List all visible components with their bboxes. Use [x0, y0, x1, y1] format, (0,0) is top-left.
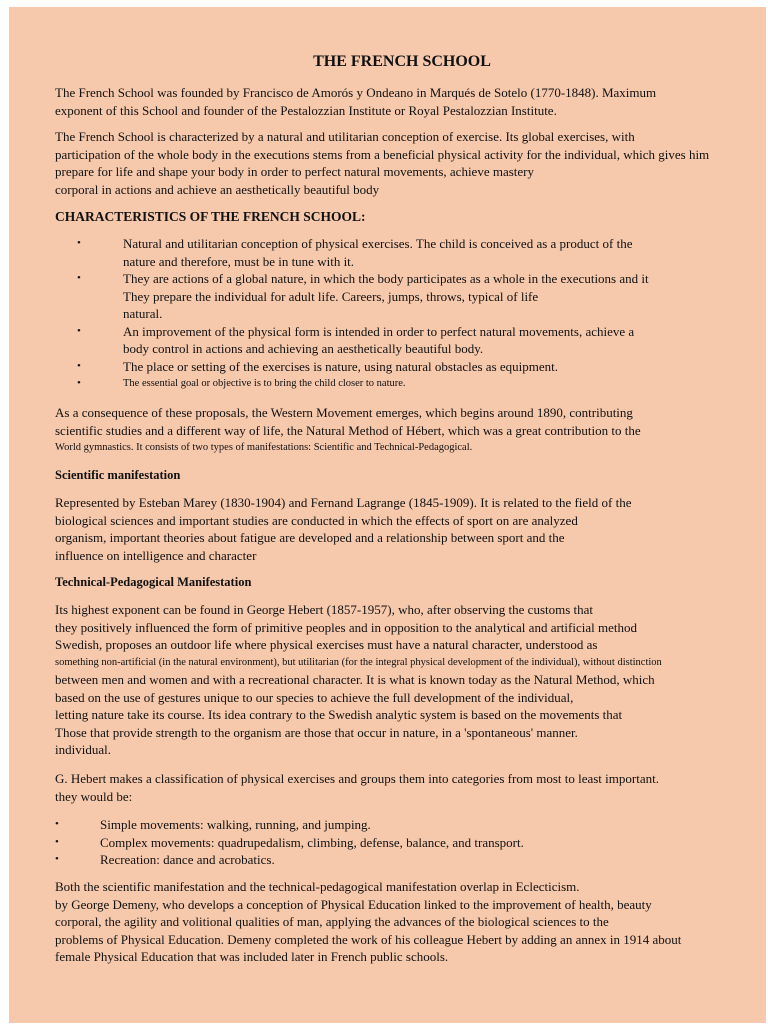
list-item-line: They are actions of a global nature, in which the body participates as a whole in the executions and it	[123, 271, 649, 286]
page-title: THE FRENCH SCHOOL	[313, 53, 491, 70]
bullet-icon: •	[77, 272, 81, 284]
bullet-icon: •	[77, 377, 81, 389]
bullet-icon: •	[77, 359, 81, 372]
classification-paragraph	[55, 770, 766, 805]
list-item	[55, 851, 766, 869]
movements-list	[55, 816, 766, 869]
paragraph-line: corporal, the agility and volitional qualities of man, applying the advances of the biological sciences to the	[55, 914, 609, 929]
technical-heading: Technical-Pedagogical Manifestation	[55, 575, 252, 589]
paragraph-line: between men and women and with a recreational character. It is what is known today as the Natural Method, which	[55, 672, 655, 687]
paragraph-line: scientific studies and a different way of life, the Natural Method of Hébert, which was a great contribution to the	[55, 422, 641, 438]
list-item	[55, 270, 766, 323]
list-item-line: Natural and utilitarian conception of physical exercises. The child is conceived as a product of the	[123, 236, 633, 251]
list-item-line: natural.	[123, 306, 163, 321]
paragraph-line: prepare for life and shape your body in order to perfect natural movements, achieve mastery	[55, 164, 535, 179]
characterized-paragraph	[55, 128, 766, 198]
consequence-paragraph	[55, 404, 766, 457]
bullet-icon: •	[77, 237, 81, 249]
paragraph-line: female Physical Education that was included later in French public schools.	[55, 949, 449, 964]
list-item-line: The place or setting of the exercises is nature, using natural obstacles as equipment.	[123, 358, 558, 374]
list-item	[55, 358, 766, 376]
paragraph-line: they would be:	[55, 788, 133, 804]
list-item	[55, 816, 766, 834]
paragraph-line: based on the use of gestures unique to our species to achieve the full development of the individual,	[55, 689, 574, 705]
paragraph-line: The French School is characterized by a natural and utilitarian conception of exercise. Its global exercises, with	[55, 129, 635, 144]
paragraph-line: G. Hebert makes a classification of physical exercises and groups them into categories from most to least important.	[55, 771, 659, 786]
list-item-line: The essential goal or objective is to bring the child closer to nature.	[123, 378, 406, 389]
list-item-line: body control in actions and achieving an aesthetically beautiful body.	[123, 341, 484, 356]
list-item	[55, 235, 766, 270]
list-item-line: They prepare the individual for adult life. Careers, jumps, throws, typical of life	[123, 288, 539, 304]
paragraph-line: individual.	[55, 742, 111, 757]
paragraph-line: Those that provide strength to the organism are those that occur in nature, in a 'spontaneous' manner.	[55, 724, 578, 740]
list-item-line: Simple movements: walking, running, and jumping.	[100, 817, 371, 832]
paragraph-line: exponent of this School and founder of the Pestalozzian Institute or Royal Pestalozzian Institute.	[55, 102, 557, 118]
paragraph-line: by George Demeny, who develops a conception of Physical Education linked to the improvement of health, beauty	[55, 896, 652, 912]
eclecticism-paragraph	[55, 878, 766, 966]
paragraph-line: corporal in actions and achieve an aesthetically beautiful body	[55, 181, 380, 197]
document-page	[9, 7, 766, 1023]
characteristics-list	[55, 235, 766, 393]
intro-paragraph	[55, 84, 766, 119]
technical-paragraph	[55, 601, 766, 759]
bullet-icon: •	[55, 853, 59, 865]
paragraph-line: biological sciences and important studies are conducted in which the effects of sport on are analyzed	[55, 512, 578, 528]
list-item-line: Complex movements: quadrupedalism, climbing, defense, balance, and transport.	[100, 834, 524, 850]
list-item-line: nature and therefore, must be in tune with it.	[123, 253, 355, 269]
paragraph-line: they positively influenced the form of primitive peoples and in opposition to the analytical and artificial method	[55, 619, 637, 635]
paragraph-line: organism, important theories about fatigue are developed and a relationship between sport and the	[55, 530, 565, 545]
list-item	[55, 834, 766, 852]
list-item	[55, 323, 766, 358]
paragraph-line: Represented by Esteban Marey (1830-1904) and Fernand Lagrange (1845-1909). It is related to the field of the	[55, 495, 632, 510]
characteristics-heading: CHARACTERISTICS OF THE FRENCH SCHOOL:	[55, 209, 366, 224]
bullet-icon: •	[55, 818, 59, 830]
list-item-line: Recreation: dance and acrobatics.	[100, 852, 275, 867]
scientific-paragraph	[55, 494, 766, 564]
bullet-icon: •	[55, 835, 59, 848]
paragraph-line: influence on intelligence and character	[55, 547, 257, 563]
paragraph-line: World gymnastics. It consists of two types of manifestations: Scientific and Technical-Pedagogical.	[55, 442, 473, 453]
paragraph-line: participation of the whole body in the executions stems from a beneficial physical activity for the individual, which gives him	[55, 146, 710, 162]
list-item	[55, 375, 766, 393]
paragraph-line: The French School was founded by Francisco de Amorós y Ondeano in Marqués de Sotelo (1770-1848). Maximum	[55, 85, 657, 100]
paragraph-line: letting nature take its course. Its idea contrary to the Swedish analytic system is based on the movements that	[55, 707, 623, 722]
paragraph-line: As a consequence of these proposals, the Western Movement emerges, which begins around 1890, contributing	[55, 405, 633, 420]
list-item-line: An improvement of the physical form is intended in order to perfect natural movements, achieve a	[123, 323, 635, 339]
paragraph-line: Its highest exponent can be found in George Hebert (1857-1957), who, after observing the customs that	[55, 602, 594, 617]
bullet-icon: •	[77, 324, 81, 337]
scientific-heading: Scientific manifestation	[55, 468, 181, 482]
paragraph-line: something non-artificial (in the natural environment), but utilitarian (for the integral physical development of the individual), without distinction	[55, 656, 662, 668]
paragraph-line: problems of Physical Education. Demeny completed the work of his colleague Hebert by adding an annex in 1914 about	[55, 931, 682, 947]
paragraph-line: Swedish, proposes an outdoor life where physical exercises must have a natural character, understood as	[55, 637, 598, 652]
paragraph-line: Both the scientific manifestation and the technical-pedagogical manifestation overlap in Eclecticism.	[55, 879, 580, 894]
